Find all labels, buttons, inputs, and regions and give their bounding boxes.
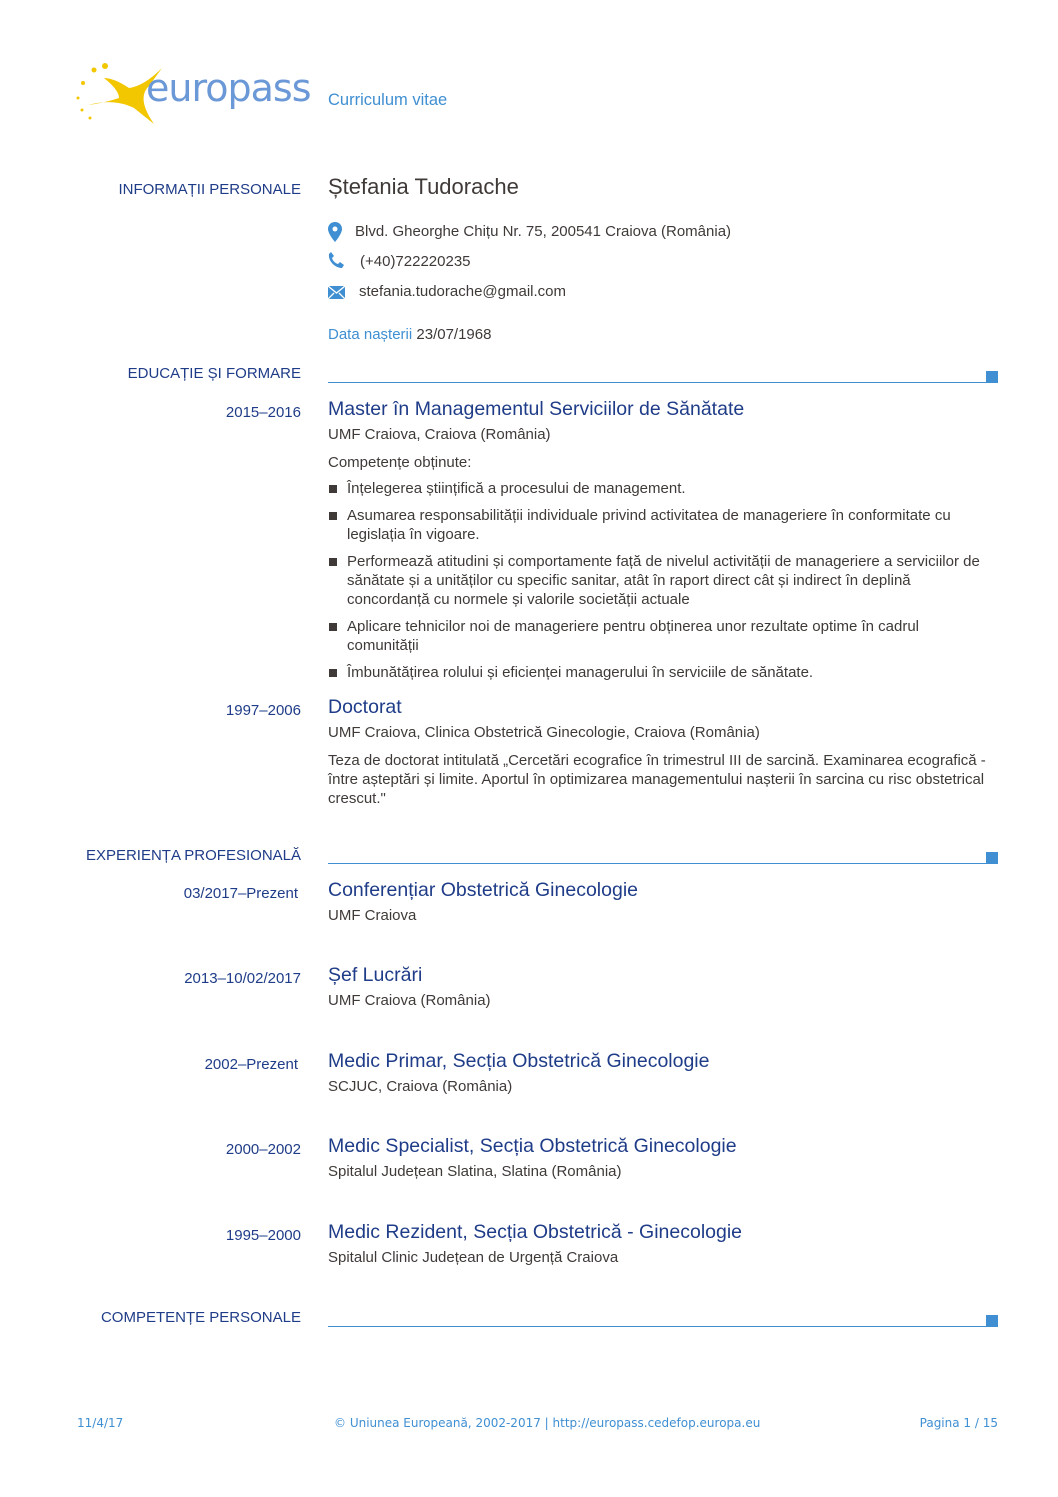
education-title: Doctorat: [328, 696, 402, 718]
job-employer: UMF Craiova (România): [328, 992, 491, 1009]
europass-logo: [74, 58, 311, 128]
logo-text: europass: [146, 66, 311, 110]
birth-date: 23/07/1968: [416, 326, 492, 343]
list-item: Îmbunătățirea rolului și eficienței managerului în serviciile de sănătate.: [328, 663, 993, 682]
phone-icon: [328, 252, 344, 269]
job-date: 1995–2000: [225, 1227, 301, 1244]
job-employer: UMF Craiova: [328, 907, 417, 924]
job-employer: SCJUC, Craiova (România): [328, 1078, 513, 1095]
address: Blvd. Gheorghe Chițu Nr. 75, 200541 Craiova (România): [355, 223, 732, 240]
education-description: Teza de doctorat intitulată „Cercetări ecografice în trimestrul III de sarcină. Examinarea ecografică - între așteptări și limite. Aportul în optimizarea managementului nașterii în sarcina cu risc obstetrical crescut.": [328, 752, 986, 807]
job-date: 2013–10/02/2017: [184, 970, 301, 987]
person-name: Ștefania Tudorache: [328, 174, 519, 199]
job-date: 03/2017–Prezent: [183, 885, 298, 902]
footer-page-number: Pagina 1 / 15: [919, 1416, 998, 1430]
education-org: UMF Craiova, Clinica Obstetrică Ginecologie, Craiova (România): [328, 724, 760, 741]
email[interactable]: stefania.tudorache@gmail.com: [359, 283, 566, 300]
job-title: Medic Primar, Secția Obstetrică Ginecologie: [328, 1050, 710, 1072]
education-entry: [328, 698, 993, 808]
job-entry: [328, 966, 993, 1010]
job-employer: Spitalul Clinic Județean de Urgență Craiova: [328, 1249, 619, 1266]
job-employer: Spitalul Județean Slatina, Slatina (România): [328, 1163, 622, 1180]
job-date: 2000–2002: [225, 1141, 301, 1158]
job-entry: [328, 1223, 993, 1267]
list-item: Performează atitudini și comportamente față de nivelul activității de manageriere a serviciilor de sănătate și a unităților cu specific sanitar, atât în raport direct cât și indirect în deplină concordanță cu normele și valorile societății actuale: [328, 552, 993, 609]
birth-label: Data nașterii: [328, 326, 413, 343]
section-label-personal: INFORMAȚII PERSONALE: [118, 181, 301, 198]
section-divider: [328, 863, 998, 864]
email-icon: [328, 286, 345, 299]
education-date: 1997–2006: [225, 702, 301, 719]
section-marker: [986, 371, 998, 383]
job-title: Medic Specialist, Secția Obstetrică Ginecologie: [328, 1135, 737, 1157]
section-divider: [328, 382, 998, 383]
footer-copyright[interactable]: © Uniunea Europeană, 2002-2017 | http://europass.cedefop.europa.eu: [334, 1416, 761, 1430]
phone: (+40)722220235: [360, 253, 471, 270]
list-item: Asumarea responsabilității individuale privind activitatea de manageriere în conformitate cu legislația în vigoare.: [328, 506, 993, 544]
section-label-skills: COMPETENȚE PERSONALE: [100, 1309, 301, 1326]
education-title: Master în Managementul Serviciilor de Sănătate: [328, 398, 745, 420]
job-entry: [328, 1137, 993, 1181]
section-marker: [986, 852, 998, 864]
birth-date-row: [328, 326, 491, 343]
section-label-experience: EXPERIENȚA PROFESIONALĂ: [85, 847, 301, 864]
list-item: Aplicare tehnicilor noi de manageriere pentru obținerea unor rezultate optime în cadrul comunității: [328, 617, 993, 655]
doc-title: Curriculum vitae: [328, 91, 448, 109]
location-pin-icon: [328, 222, 342, 242]
section-divider: [328, 1326, 998, 1327]
education-intro: Competențe obținute:: [328, 454, 472, 471]
job-entry: [328, 1052, 993, 1096]
footer-date: 11/4/17: [77, 1416, 124, 1430]
education-org: UMF Craiova, Craiova (România): [328, 426, 551, 443]
competence-list: [328, 479, 993, 682]
education-date: 2015–2016: [225, 404, 301, 421]
education-entry: [328, 400, 993, 690]
list-item: Înțelegerea științifică a procesului de management.: [328, 479, 993, 498]
job-entry: [328, 881, 993, 925]
job-date: 2002–Prezent: [204, 1056, 298, 1073]
section-label-education: EDUCAȚIE ȘI FORMARE: [127, 365, 301, 382]
job-title: Medic Rezident, Secția Obstetrică - Ginecologie: [328, 1221, 743, 1243]
job-title: Conferențiar Obstetrică Ginecologie: [328, 879, 638, 901]
section-marker: [986, 1315, 998, 1327]
job-title: Șef Lucrări: [328, 964, 423, 986]
